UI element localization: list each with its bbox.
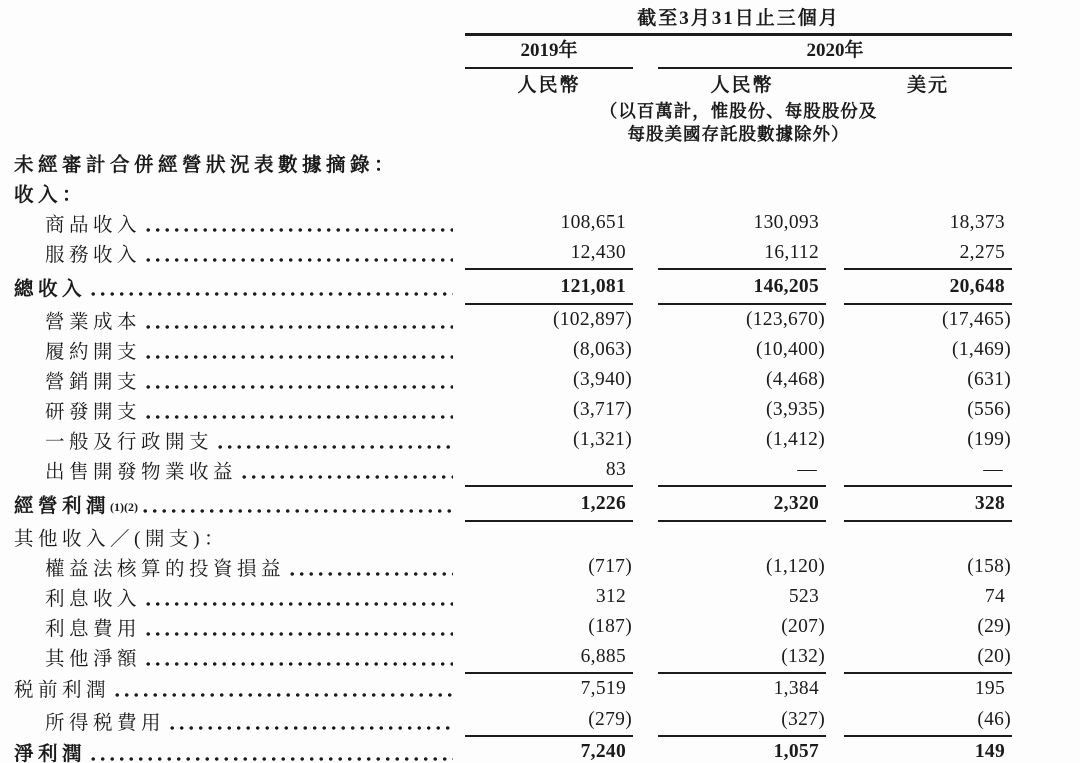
cell-2020-usd: (631) xyxy=(967,369,1011,390)
currency-header-row xyxy=(465,74,1080,98)
table-row xyxy=(0,737,1080,763)
row-label-text: 總收入 xyxy=(14,278,87,300)
cell-2019-rmb: (3,717) xyxy=(573,399,632,420)
row-label-text: 營業成本 xyxy=(45,312,142,333)
cell-2020-usd xyxy=(844,178,1012,208)
cell-2019-rmb: 1,226 xyxy=(465,485,633,522)
dot-leader xyxy=(146,324,453,330)
table-row xyxy=(0,552,1080,582)
cell-2020-rmb: — xyxy=(797,459,817,480)
row-label xyxy=(45,336,457,364)
table-row xyxy=(0,612,1080,642)
cell-2019-rmb: 83 xyxy=(605,459,626,480)
cell-2020-rmb: 1,057 xyxy=(773,741,819,762)
row-label xyxy=(14,179,457,207)
cell-2020-usd xyxy=(844,522,1012,552)
row-label-text: 研發開支 xyxy=(45,402,142,423)
period-header: 截至3月31日止三個月 xyxy=(637,8,840,29)
row-label xyxy=(14,523,457,551)
dot-leader xyxy=(146,227,453,233)
currency-header-2019-rmb: 人民幣 xyxy=(517,75,581,96)
cell-2019-rmb: (279) xyxy=(465,704,633,737)
row-label xyxy=(45,643,457,671)
cell-2019-rmb: 7,240 xyxy=(580,741,626,762)
table-row xyxy=(0,522,1080,552)
row-label-text: 利息費用 xyxy=(45,619,142,640)
unit-note xyxy=(465,100,1012,146)
table-row xyxy=(0,208,1080,238)
cell-2020-rmb xyxy=(658,148,826,178)
cell-2020-usd: 74 xyxy=(984,586,1005,607)
cell-2020-rmb: (132) xyxy=(781,646,825,667)
cell-2020-rmb xyxy=(658,522,826,552)
table-row xyxy=(0,238,1080,268)
row-label xyxy=(45,426,457,454)
cell-2020-usd: 149 xyxy=(974,741,1005,762)
cell-2019-rmb: 12,430 xyxy=(570,242,626,263)
cell-2020-rmb: 146,205 xyxy=(658,268,826,305)
year-2019-header: 2019年 xyxy=(465,39,633,69)
row-label-text: 所得税費用 xyxy=(45,712,166,734)
cell-2019-rmb: (102,897) xyxy=(552,309,632,330)
cell-2020-usd: (1,469) xyxy=(952,339,1011,360)
dot-leader xyxy=(170,725,453,731)
cell-2020-rmb: (1,120) xyxy=(766,556,825,577)
cell-2019-rmb: (717) xyxy=(588,556,632,577)
dot-leader xyxy=(146,354,453,360)
cell-2019-rmb: (187) xyxy=(588,616,632,637)
cell-2020-usd: (199) xyxy=(967,429,1011,450)
cell-2020-usd: (17,465) xyxy=(941,309,1011,330)
cell-2020-rmb: 523 xyxy=(788,586,819,607)
currency-header-2020-rmb: 人民幣 xyxy=(710,75,774,96)
header-rule xyxy=(465,33,1012,36)
row-label-text: 收入： xyxy=(14,185,87,206)
row-label: 經營利潤 $^{(1)(2)}$ xyxy=(14,490,457,518)
table-row xyxy=(0,425,1080,455)
cell-2020-rmb: (207) xyxy=(781,616,825,637)
row-label xyxy=(14,674,457,702)
cell-2020-usd: (158) xyxy=(967,556,1011,577)
cell-2020-rmb: (1,412) xyxy=(766,429,825,450)
dot-leader xyxy=(146,257,453,263)
table-row xyxy=(0,365,1080,395)
cell-2020-usd: (29) xyxy=(977,616,1011,637)
cell-2019-rmb xyxy=(465,178,633,208)
cell-2020-rmb: 16,112 xyxy=(764,242,819,263)
unit-note-line-1: （以百萬計，惟股份、每股股份及 xyxy=(599,101,878,121)
cell-2020-usd: (46) xyxy=(844,704,1012,737)
cell-2020-usd: — xyxy=(983,459,1003,480)
row-label xyxy=(14,738,457,763)
row-label xyxy=(45,456,457,484)
cell-2020-rmb: 2,320 xyxy=(658,485,826,522)
dot-leader xyxy=(146,384,453,390)
dot-leader xyxy=(115,692,453,698)
table-row xyxy=(0,268,1080,305)
dot-leader xyxy=(91,291,453,297)
row-label-text: 其他淨額 xyxy=(45,649,142,670)
table-row xyxy=(0,148,1080,178)
cell-2020-usd: 2,275 xyxy=(959,242,1005,263)
year-2020-header: 2020年 xyxy=(658,39,1012,69)
cell-2019-rmb: 121,081 xyxy=(465,268,633,305)
dot-leader xyxy=(143,508,453,514)
cell-2020-usd xyxy=(844,148,1012,178)
row-label-text: 未經審計合併經營狀況表數據摘錄： xyxy=(14,155,399,176)
cell-2020-rmb: (3,935) xyxy=(766,399,825,420)
row-label xyxy=(14,149,457,177)
dot-leader xyxy=(290,571,453,577)
table-row xyxy=(0,704,1080,737)
cell-2020-rmb: 130,093 xyxy=(753,212,819,233)
dot-leader xyxy=(146,601,453,607)
row-label-text: 税前利潤 xyxy=(14,680,111,701)
table-row xyxy=(0,395,1080,425)
cell-2020-usd: (556) xyxy=(967,399,1011,420)
cell-2020-rmb: (327) xyxy=(658,704,826,737)
cell-2020-usd: 20,648 xyxy=(844,268,1012,305)
cell-2020-usd: 195 xyxy=(844,672,1012,704)
row-label-text: 服務收入 xyxy=(45,245,142,266)
cell-2020-rmb: 1,384 xyxy=(658,672,826,704)
year-header-row xyxy=(465,39,1080,69)
table-row xyxy=(0,582,1080,612)
cell-2019-rmb xyxy=(465,148,633,178)
cell-2020-rmb: (123,670) xyxy=(745,309,825,330)
dot-leader xyxy=(146,414,453,420)
currency-header-2020-usd: 美元 xyxy=(906,75,949,96)
row-label xyxy=(45,707,457,735)
row-label-text: 營銷開支 xyxy=(45,372,142,393)
table-row xyxy=(0,305,1080,335)
cell-2020-usd: (20) xyxy=(977,646,1011,667)
row-label-text: 一般及行政開支 xyxy=(45,432,214,453)
table-row xyxy=(0,672,1080,704)
cell-2020-usd: 18,373 xyxy=(949,212,1005,233)
cell-2020-rmb xyxy=(658,178,826,208)
cell-2019-rmb: (3,940) xyxy=(573,369,632,390)
unit-note-line-2: 每股美國存託股數據除外） xyxy=(627,124,850,144)
dot-leader xyxy=(218,444,453,450)
dot-leader xyxy=(242,474,453,480)
row-label xyxy=(45,583,457,611)
row-label xyxy=(14,273,457,301)
table-row xyxy=(0,642,1080,672)
dot-leader xyxy=(146,631,453,637)
row-label-text: 其他收入／(開支)： xyxy=(14,529,228,550)
cell-2020-usd: 328 xyxy=(844,485,1012,522)
dot-leader xyxy=(91,756,453,762)
row-label-text: 履約開支 xyxy=(45,342,142,363)
row-label-text: 利息收入 xyxy=(45,589,142,610)
cell-2020-rmb: (4,468) xyxy=(766,369,825,390)
row-label-text: 商品收入 xyxy=(45,215,142,236)
cell-2019-rmb xyxy=(465,522,633,552)
row-label xyxy=(45,366,457,394)
table-row xyxy=(0,335,1080,365)
dot-leader xyxy=(146,661,453,667)
row-label-text: 經營利潤 xyxy=(14,495,111,517)
cell-2019-rmb: 108,651 xyxy=(560,212,626,233)
row-label-text: 淨利潤 xyxy=(14,744,87,763)
cell-2019-rmb: (1,321) xyxy=(573,429,632,450)
table-row xyxy=(0,455,1080,485)
row-label-text: 出售開發物業收益 xyxy=(45,462,238,483)
table-body xyxy=(0,148,1080,763)
row-label xyxy=(45,306,457,334)
cell-2019-rmb: (8,063) xyxy=(573,339,632,360)
row-label xyxy=(45,553,457,581)
table-row xyxy=(0,178,1080,208)
cell-2019-rmb: 312 xyxy=(595,586,626,607)
table-row xyxy=(0,485,1080,522)
cell-2020-rmb: (10,400) xyxy=(755,339,825,360)
cell-2019-rmb: 7,519 xyxy=(465,672,633,704)
cell-2019-rmb: 6,885 xyxy=(580,646,626,667)
row-label xyxy=(45,209,457,237)
row-label xyxy=(45,239,457,267)
row-label xyxy=(45,613,457,641)
row-label-text: 權益法核算的投資損益 xyxy=(45,559,286,580)
row-label xyxy=(45,396,457,424)
